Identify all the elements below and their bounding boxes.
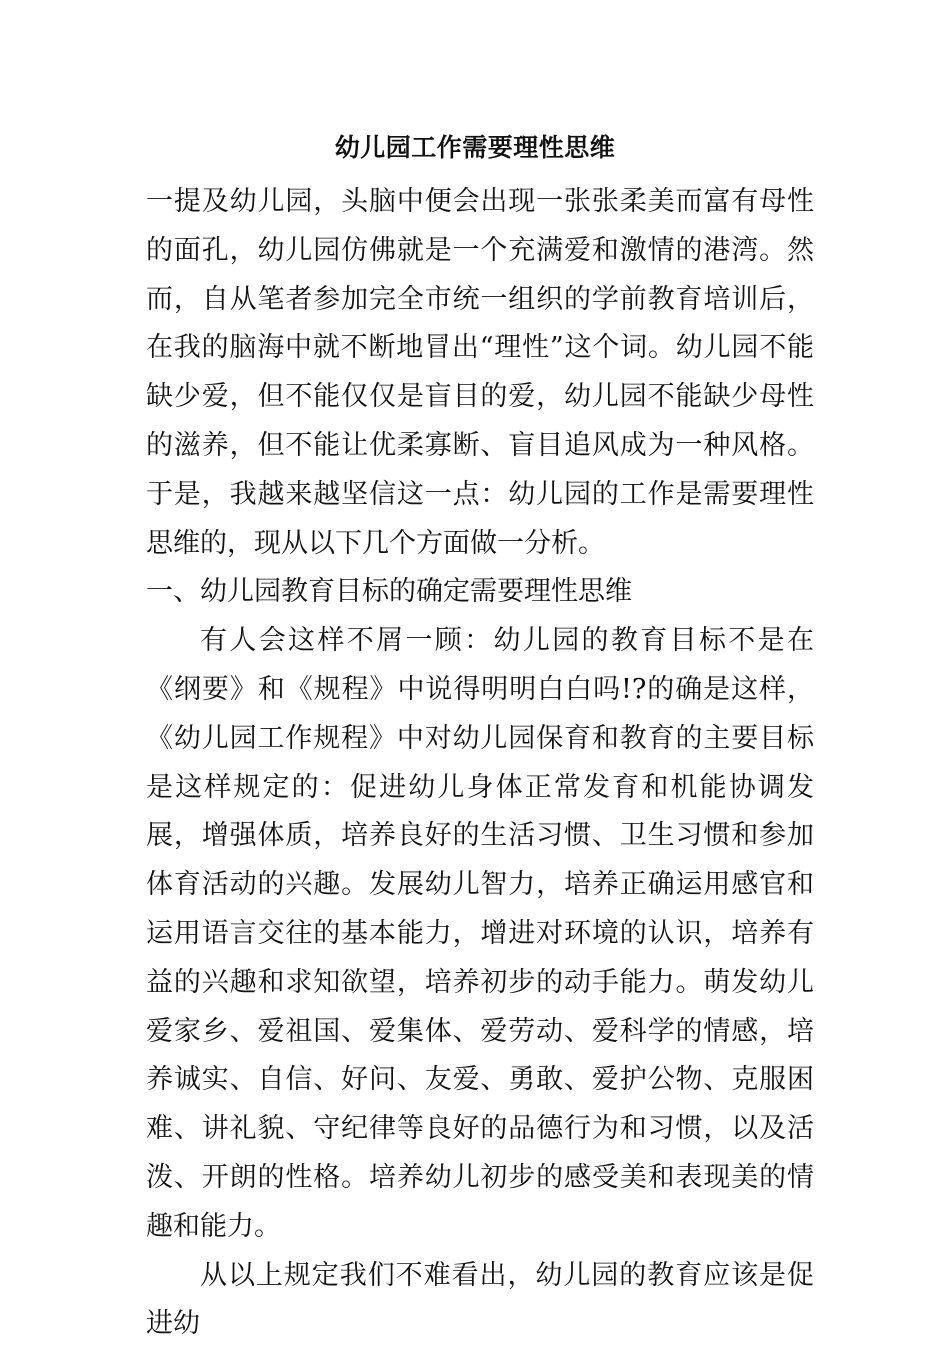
paragraph-conclusion: 从以上规定我们不难看出，幼儿园的教育应该是促进幼 [146,1259,814,1340]
document-title: 幼儿园工作需要理性思维 [334,133,616,162]
paragraph-intro: 一提及幼儿园，头脑中便会出现一张张柔美而富有母性的面孔，幼儿园仿佛就是一个充满爱和激情的港湾。然而，自从笔者参加完全市统一组织的学前教育培训后，在我的脑海中就不断地冒出“理性”这个词。幼儿园不能缺少爱，但不能仅仅是盲目的爱，幼儿园不能缺少母性的滋养，但不能让优柔寡断、盲目追风成为一种风格。于是，我越来越坚信这一点：幼儿园的工作是需要理性思维的，现从以下几个方面做一分析。 [146,186,814,559]
paragraph-goals: 有人会这样不屑一顾：幼儿园的教育目标不是在《纲要》和《规程》中说得明明白白吗!?的确是这样，《幼儿园工作规程》中对幼儿园保育和教育的主要目标是这样规定的：促进幼儿身体正常发育和机能协调发展，增强体质，培养良好的生活习惯、卫生习惯和参加体育活动的兴趣。发展幼儿智力，培养正确运用感官和运用语言交往的基本能力，增进对环境的认识，培养有益的兴趣和求知欲望，培养初步的动手能力。萌发幼儿爱家乡、爱祖国、爱集体、爱劳动、爱科学的情感，培养诚实、自信、好问、友爱、勇敢、爱护公物、克服困难、讲礼貌、守纪律等良好的品德行为和习惯，以及活泼、开朗的性格。培养幼儿初步的感受美和表现美的情趣和能力。 [146,625,814,1242]
document-body [146,178,814,1349]
section-heading-1: 一、幼儿园教育目标的确定需要理性思维 [146,576,632,608]
